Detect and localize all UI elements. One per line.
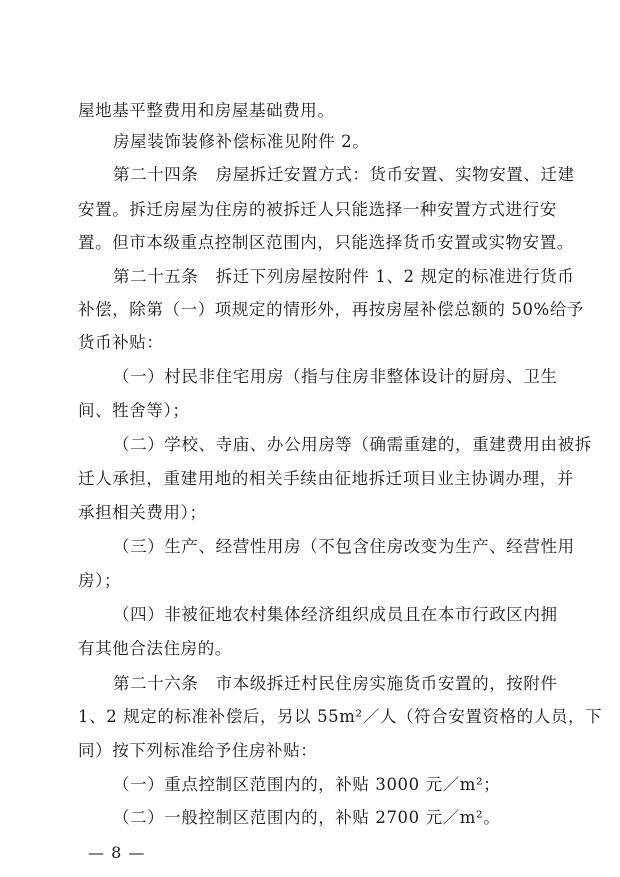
text-line: 迁人承担，重建用地的相关手续由征地拆迁项目业主协调办理，并	[78, 469, 574, 488]
text-line: 间、牲舍等）；	[78, 401, 190, 420]
text-line: 货币补贴：	[78, 333, 164, 352]
list-item-line: （二）一般控制区范围内的，补贴 2700 元／m²。	[113, 808, 501, 827]
article-26-heading-line: 第二十六条 市本级拆迁村民住房实施货币安置的，按附件	[113, 674, 558, 693]
text-line: 1、2 规定的标准补偿后，另以 55m²／人（符合安置资格的人员，下	[78, 707, 603, 726]
text-line: 房屋装饰装修补偿标准见附件 2。	[113, 132, 370, 151]
text-line: 屋地基平整费用和房屋基础费用。	[78, 101, 335, 120]
text-line: 房）；	[78, 571, 122, 590]
list-item-line: （四）非被征地农村集体经济组织成员且在本市行政区内拥	[113, 605, 558, 624]
article-25-heading-line: 第二十五条 拆迁下列房屋按附件 1、2 规定的标准进行货币	[113, 267, 575, 286]
list-item-line: （二）学校、寺庙、办公用房等（确需重建的，重建费用由被拆	[113, 435, 592, 454]
list-item-line: （一）重点控制区范围内的，补贴 3000 元／m²；	[113, 775, 501, 794]
text-line: 有其他合法住房的。	[78, 639, 232, 658]
article-24-heading-line: 第二十四条 房屋拆迁安置方式：货币安置、实物安置、迁建	[113, 165, 575, 184]
list-item-line: （三）生产、经营性用房（不包含住房改变为生产、经营性用	[113, 537, 575, 556]
text-line: 同）按下列标准给予住房补贴：	[78, 741, 318, 760]
text-line: 承担相关费用）；	[78, 503, 207, 522]
text-line: 安置。拆迁房屋为住房的被拆迁人只能选择一种安置方式进行安	[78, 200, 557, 219]
list-item-line: （一）村民非住宅用房（指与住房非整体设计的厨房、卫生	[113, 367, 558, 386]
text-line: 置。但市本级重点控制区范围内，只能选择货币安置或实物安置。	[78, 233, 574, 252]
page-number: — 8 —	[88, 843, 146, 862]
text-line: 补偿，除第（一）项规定的情形外，再按房屋补偿总额的 50%给予	[78, 300, 585, 319]
